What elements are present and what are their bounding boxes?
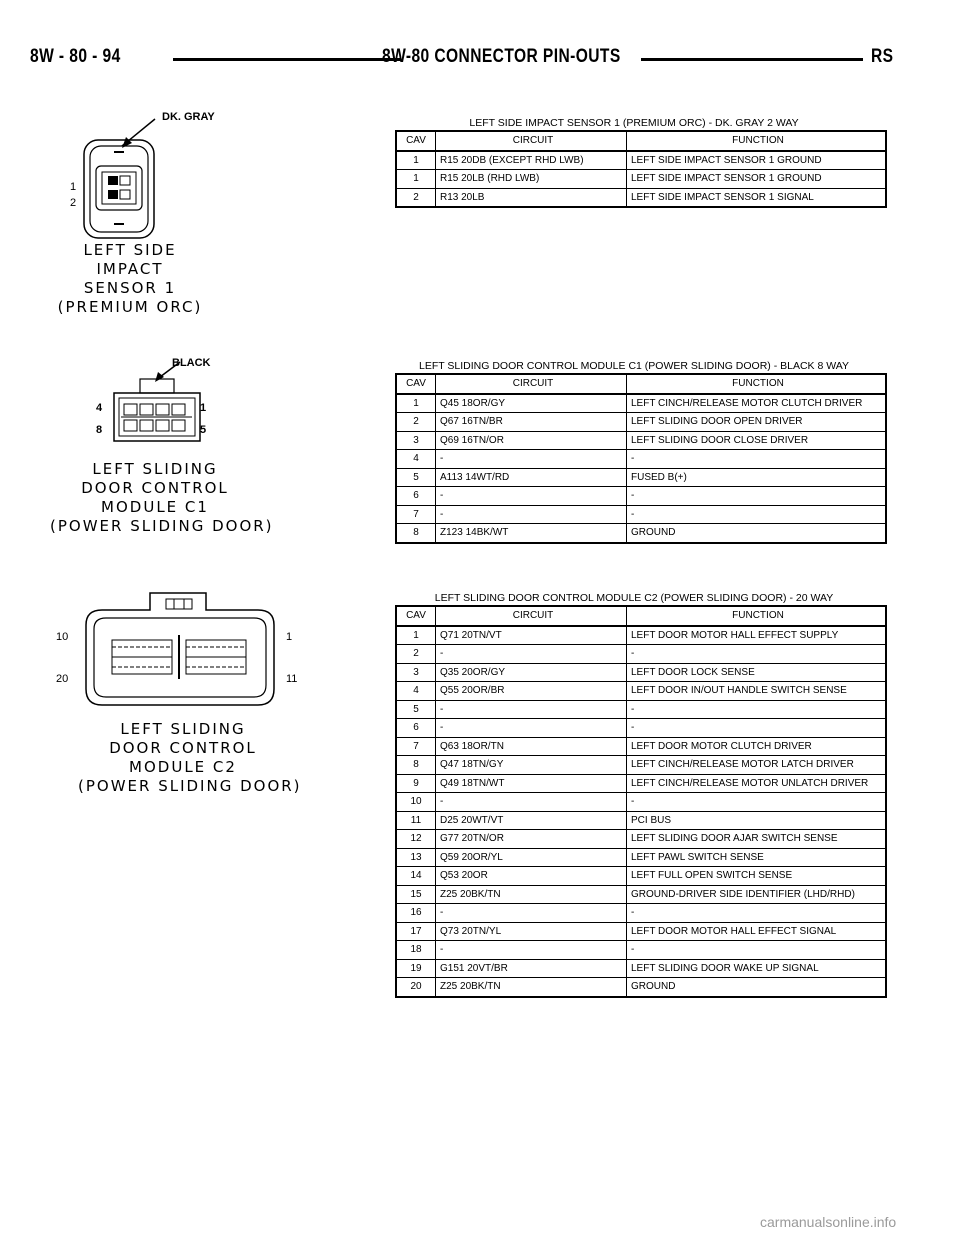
table-row xyxy=(396,394,886,413)
table-row xyxy=(396,885,886,904)
table-row xyxy=(396,626,886,645)
cavity-cell: 13 xyxy=(396,848,436,867)
module-c1-pinout-table xyxy=(395,373,887,544)
table-row xyxy=(396,848,886,867)
connector-table-wrapper xyxy=(395,359,873,544)
function-cell: PCI BUS xyxy=(627,811,887,830)
table-row xyxy=(396,700,886,719)
table-row xyxy=(396,645,886,664)
circuit-cell: Q67 16TN/BR xyxy=(436,413,627,432)
cavity-cell: 19 xyxy=(396,959,436,978)
function-cell: LEFT CINCH/RELEASE MOTOR UNLATCH DRIVER xyxy=(627,774,887,793)
function-cell: - xyxy=(627,700,887,719)
cavity-cell: 17 xyxy=(396,922,436,941)
function-cell: LEFT SLIDING DOOR CLOSE DRIVER xyxy=(627,431,887,450)
circuit-cell: G151 20VT/BR xyxy=(436,959,627,978)
function-cell: LEFT SLIDING DOOR OPEN DRIVER xyxy=(627,413,887,432)
table-row xyxy=(396,468,886,487)
connector-caption: LEFT SLIDING DOOR CONTROL MODULE C1 (POWER SLIDING DOOR) xyxy=(50,460,274,535)
connector-color-label: DK. GRAY xyxy=(162,111,215,123)
connector-table-title: LEFT SLIDING DOOR CONTROL MODULE C1 (POWER SLIDING DOOR) - BLACK 8 WAY xyxy=(419,360,849,372)
circuit-cell: A113 14WT/RD xyxy=(436,468,627,487)
function-cell: LEFT SLIDING DOOR WAKE UP SIGNAL xyxy=(627,959,887,978)
function-cell: LEFT SLIDING DOOR AJAR SWITCH SENSE xyxy=(627,830,887,849)
function-cell: LEFT DOOR MOTOR CLUTCH DRIVER xyxy=(627,737,887,756)
cavity-cell: 6 xyxy=(396,719,436,738)
function-cell: - xyxy=(627,505,887,524)
function-cell: - xyxy=(627,793,887,812)
function-cell: - xyxy=(627,645,887,664)
pin-label: 1 xyxy=(70,181,77,193)
table-row xyxy=(396,719,886,738)
pin-label: 5 xyxy=(200,424,207,436)
cavity-cell: 4 xyxy=(396,450,436,469)
impact-sensor-connector-diagram xyxy=(60,108,240,243)
column-header: CAV xyxy=(396,131,436,151)
circuit-cell: Q53 20OR xyxy=(436,867,627,886)
circuit-cell: Q55 20OR/BR xyxy=(436,682,627,701)
function-cell: LEFT SIDE IMPACT SENSOR 1 SIGNAL xyxy=(627,188,887,207)
circuit-cell: G77 20TN/OR xyxy=(436,830,627,849)
circuit-cell: D25 20WT/VT xyxy=(436,811,627,830)
circuit-cell: - xyxy=(436,719,627,738)
cavity-cell: 3 xyxy=(396,663,436,682)
cavity-cell: 8 xyxy=(396,756,436,775)
function-cell: FUSED B(+) xyxy=(627,468,887,487)
cavity-cell: 4 xyxy=(396,682,436,701)
table-row xyxy=(396,793,886,812)
cavity-cell: 7 xyxy=(396,505,436,524)
column-header: CIRCUIT xyxy=(436,131,627,151)
circuit-cell: Z25 20BK/TN xyxy=(436,885,627,904)
circuit-cell: Q35 20OR/GY xyxy=(436,663,627,682)
circuit-cell: - xyxy=(436,487,627,506)
circuit-cell: - xyxy=(436,941,627,960)
cavity-cell: 11 xyxy=(396,811,436,830)
cavity-cell: 2 xyxy=(396,188,436,207)
cavity-cell: 20 xyxy=(396,978,436,997)
table-row xyxy=(396,663,886,682)
function-cell: LEFT SIDE IMPACT SENSOR 1 GROUND xyxy=(627,151,887,170)
connector-table-wrapper xyxy=(395,116,873,208)
pin-label: 2 xyxy=(70,197,77,209)
table-header-row xyxy=(396,374,886,394)
cavity-cell: 2 xyxy=(396,413,436,432)
header-rule-left xyxy=(173,58,401,61)
table-row xyxy=(396,737,886,756)
connector-color-label: BLACK xyxy=(172,357,211,369)
connector-table-title: LEFT SLIDING DOOR CONTROL MODULE C2 (POWER SLIDING DOOR) - 20 WAY xyxy=(434,592,834,604)
cavity-cell: 1 xyxy=(396,626,436,645)
cavity-cell: 15 xyxy=(396,885,436,904)
function-cell: - xyxy=(627,719,887,738)
function-cell: LEFT DOOR IN/OUT HANDLE SWITCH SENSE xyxy=(627,682,887,701)
cavity-cell: 9 xyxy=(396,774,436,793)
pin-label: 10 xyxy=(56,631,69,643)
page-header xyxy=(30,44,930,74)
table-row xyxy=(396,959,886,978)
table-row xyxy=(396,505,886,524)
circuit-cell: Z25 20BK/TN xyxy=(436,978,627,997)
circuit-cell: Q73 20TN/YL xyxy=(436,922,627,941)
cavity-cell: 5 xyxy=(396,468,436,487)
table-row xyxy=(396,682,886,701)
function-cell: - xyxy=(627,941,887,960)
circuit-cell: - xyxy=(436,793,627,812)
function-cell: LEFT PAWL SWITCH SENSE xyxy=(627,848,887,867)
table-row xyxy=(396,450,886,469)
table-row xyxy=(396,756,886,775)
cavity-cell: 10 xyxy=(396,793,436,812)
circuit-cell: R13 20LB xyxy=(436,188,627,207)
table-row xyxy=(396,524,886,543)
function-cell: - xyxy=(627,450,887,469)
function-cell: LEFT DOOR LOCK SENSE xyxy=(627,663,887,682)
function-cell: LEFT FULL OPEN SWITCH SENSE xyxy=(627,867,887,886)
function-cell: LEFT SIDE IMPACT SENSOR 1 GROUND xyxy=(627,170,887,189)
cavity-cell: 18 xyxy=(396,941,436,960)
cavity-cell: 5 xyxy=(396,700,436,719)
column-header: CAV xyxy=(396,374,436,394)
cavity-cell: 7 xyxy=(396,737,436,756)
circuit-cell: Z123 14BK/WT xyxy=(436,524,627,543)
circuit-cell: Q47 18TN/GY xyxy=(436,756,627,775)
circuit-cell: R15 20LB (RHD LWB) xyxy=(436,170,627,189)
table-row xyxy=(396,170,886,189)
cavity-cell: 14 xyxy=(396,867,436,886)
page-number: 8W - 80 - 94 xyxy=(30,46,121,67)
table-row xyxy=(396,151,886,170)
connector-caption: LEFT SIDE IMPACT SENSOR 1 (PREMIUM ORC) xyxy=(57,241,203,316)
table-header-row xyxy=(396,131,886,151)
cavity-cell: 2 xyxy=(396,645,436,664)
connector-caption: LEFT SLIDING DOOR CONTROL MODULE C2 (POWER SLIDING DOOR) xyxy=(78,720,302,795)
circuit-cell: - xyxy=(436,505,627,524)
table-row xyxy=(396,188,886,207)
cavity-cell: 16 xyxy=(396,904,436,923)
function-cell: LEFT DOOR MOTOR HALL EFFECT SUPPLY xyxy=(627,626,887,645)
page-title: 8W-80 CONNECTOR PIN-OUTS xyxy=(382,46,621,67)
table-row xyxy=(396,487,886,506)
cavity-cell: 1 xyxy=(396,151,436,170)
header-rule-right xyxy=(641,58,863,61)
table-row xyxy=(396,867,886,886)
cavity-cell: 8 xyxy=(396,524,436,543)
circuit-cell: - xyxy=(436,700,627,719)
column-header: CIRCUIT xyxy=(436,374,627,394)
circuit-cell: - xyxy=(436,645,627,664)
pin-label: 1 xyxy=(200,402,207,414)
cavity-cell: 1 xyxy=(396,394,436,413)
circuit-cell: - xyxy=(436,904,627,923)
circuit-cell: Q49 18TN/WT xyxy=(436,774,627,793)
column-header: CIRCUIT xyxy=(436,606,627,626)
table-row xyxy=(396,774,886,793)
pin-label: 20 xyxy=(56,673,69,685)
connector-table-title: LEFT SIDE IMPACT SENSOR 1 (PREMIUM ORC) - DK. GRAY 2 WAY xyxy=(469,117,799,129)
table-row xyxy=(396,978,886,997)
module-c2-pinout-table xyxy=(395,605,887,998)
function-cell: - xyxy=(627,904,887,923)
pin-label: 1 xyxy=(286,631,293,643)
pin-label: 4 xyxy=(96,402,103,414)
watermark: carmanualsonline.info xyxy=(760,1214,897,1230)
cavity-cell: 6 xyxy=(396,487,436,506)
circuit-cell: - xyxy=(436,450,627,469)
table-row xyxy=(396,904,886,923)
function-cell: GROUND xyxy=(627,524,887,543)
cavity-cell: 12 xyxy=(396,830,436,849)
function-cell: GROUND xyxy=(627,978,887,997)
table-row xyxy=(396,922,886,941)
connector-table-wrapper xyxy=(395,591,873,998)
header-model-code: RS xyxy=(871,46,894,67)
function-cell: LEFT DOOR MOTOR HALL EFFECT SIGNAL xyxy=(627,922,887,941)
column-header: CAV xyxy=(396,606,436,626)
column-header: FUNCTION xyxy=(627,131,887,151)
pin-label: 11 xyxy=(286,673,298,685)
module-c2-connector-diagram xyxy=(62,585,292,715)
circuit-cell: R15 20DB (EXCEPT RHD LWB) xyxy=(436,151,627,170)
circuit-cell: Q63 18OR/TN xyxy=(436,737,627,756)
pin-label: 8 xyxy=(96,424,103,436)
function-cell: GROUND-DRIVER SIDE IDENTIFIER (LHD/RHD) xyxy=(627,885,887,904)
table-row xyxy=(396,431,886,450)
function-cell: LEFT CINCH/RELEASE MOTOR LATCH DRIVER xyxy=(627,756,887,775)
circuit-cell: Q71 20TN/VT xyxy=(436,626,627,645)
cavity-cell: 3 xyxy=(396,431,436,450)
function-cell: - xyxy=(627,487,887,506)
column-header: FUNCTION xyxy=(627,606,887,626)
cavity-cell: 1 xyxy=(396,170,436,189)
impact-sensor-pinout-table xyxy=(395,130,887,208)
table-row xyxy=(396,830,886,849)
table-row xyxy=(396,811,886,830)
circuit-cell: Q45 18OR/GY xyxy=(436,394,627,413)
column-header: FUNCTION xyxy=(627,374,887,394)
circuit-cell: Q69 16TN/OR xyxy=(436,431,627,450)
function-cell: LEFT CINCH/RELEASE MOTOR CLUTCH DRIVER xyxy=(627,394,887,413)
table-row xyxy=(396,941,886,960)
table-row xyxy=(396,413,886,432)
circuit-cell: Q59 20OR/YL xyxy=(436,848,627,867)
table-header-row xyxy=(396,606,886,626)
